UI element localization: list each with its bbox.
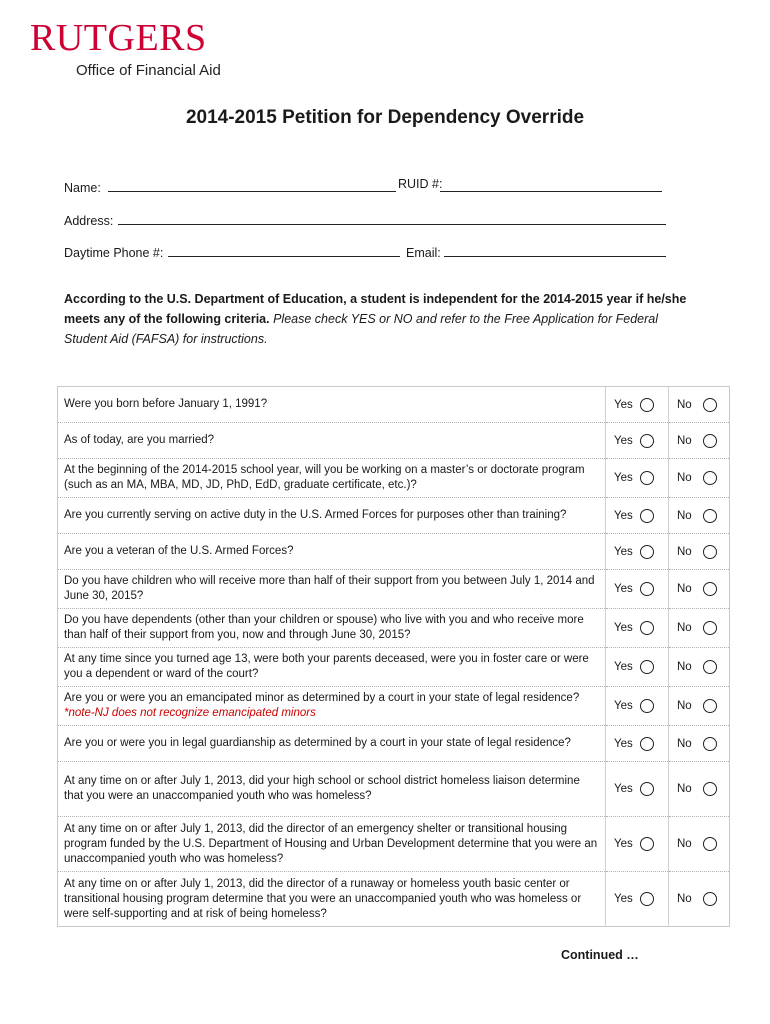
question-text: Do you have children who will receive more than half of their support from you between July 1, 2014 and June 30, 2015? (64, 575, 595, 602)
intro-bold: According to the U.S. Department of Education, a student is independent for the 2014-2015 year if he/she meets any of the following criteria. (64, 292, 687, 326)
yes-option[interactable] (606, 699, 668, 713)
no-option[interactable] (669, 737, 729, 751)
logo-wordmark: RUTGERS (30, 17, 207, 59)
question-row (58, 687, 730, 726)
no-label: No (677, 509, 692, 522)
question-cell (58, 726, 606, 762)
yes-option[interactable] (606, 509, 668, 523)
question-text: At any time on or after July 1, 2013, did your high school or school district homeless liaison determine that you were an unaccompanied youth who was homeless? (64, 775, 580, 802)
yes-label: Yes (614, 622, 633, 634)
question-text: Are you a veteran of the U.S. Armed Forces? (64, 545, 294, 557)
question-text: Are you currently serving on active duty in the U.S. Armed Forces for purposes other than training? (64, 509, 567, 521)
no-cell (669, 387, 730, 423)
logo-subtitle: Office of Financial Aid (76, 62, 221, 79)
yes-radio[interactable] (640, 892, 654, 906)
no-cell (669, 423, 730, 459)
yes-option[interactable] (606, 892, 668, 906)
no-cell (669, 648, 730, 687)
no-option[interactable] (669, 398, 729, 412)
intro-italic: Please check YES or NO and refer to the Free Application for Federal Student Aid (FAFSA) for instructions. (64, 312, 659, 346)
yes-cell (606, 498, 669, 534)
ruid-field[interactable] (440, 191, 662, 192)
no-option[interactable] (669, 660, 729, 674)
yes-cell (606, 459, 669, 498)
no-cell (669, 762, 730, 817)
yes-cell (606, 648, 669, 687)
yes-label: Yes (614, 398, 633, 411)
name-ruid-row (64, 177, 674, 201)
no-label: No (677, 398, 692, 411)
yes-label: Yes (614, 509, 633, 522)
no-radio[interactable] (703, 660, 717, 674)
yes-radio[interactable] (640, 837, 654, 851)
question-cell (58, 534, 606, 570)
email-field[interactable] (444, 256, 666, 257)
no-option[interactable] (669, 434, 729, 448)
no-option[interactable] (669, 699, 729, 713)
yes-radio[interactable] (640, 471, 654, 485)
question-note: *note-NJ does not recognize emancipated minors (64, 707, 316, 719)
yes-radio[interactable] (640, 509, 654, 523)
no-label: No (677, 838, 692, 850)
yes-label: Yes (614, 700, 633, 712)
no-label: No (677, 661, 692, 673)
yes-radio[interactable] (640, 398, 654, 412)
no-radio[interactable] (703, 737, 717, 751)
no-radio[interactable] (703, 398, 717, 412)
continued-label: Continued … (561, 948, 639, 962)
no-cell (669, 817, 730, 872)
no-option[interactable] (669, 545, 729, 559)
no-cell (669, 726, 730, 762)
intro-paragraph (64, 289, 704, 349)
no-label: No (677, 737, 692, 750)
question-cell (58, 570, 606, 609)
no-label: No (677, 700, 692, 712)
no-cell (669, 570, 730, 609)
yes-cell (606, 687, 669, 726)
yes-cell (606, 423, 669, 459)
question-cell (58, 687, 606, 726)
no-cell (669, 609, 730, 648)
yes-option[interactable] (606, 782, 668, 796)
no-label: No (677, 434, 692, 447)
yes-cell (606, 570, 669, 609)
yes-cell (606, 726, 669, 762)
no-cell (669, 459, 730, 498)
criteria-table (57, 386, 730, 927)
question-row (58, 726, 730, 762)
no-radio[interactable] (703, 699, 717, 713)
phone-field[interactable] (168, 256, 400, 257)
question-cell (58, 459, 606, 498)
yes-label: Yes (614, 583, 633, 595)
question-text: At any time on or after July 1, 2013, did the director of an emergency shelter or transitional housing program funded by the U.S. Department of Housing and Urban Development determine that you were an unaccompanied youth who was homeless? (64, 822, 598, 865)
yes-radio[interactable] (640, 699, 654, 713)
yes-cell (606, 762, 669, 817)
yes-radio[interactable] (640, 545, 654, 559)
yes-cell (606, 387, 669, 423)
no-cell (669, 687, 730, 726)
no-cell (669, 498, 730, 534)
no-radio[interactable] (703, 837, 717, 851)
question-row (58, 498, 730, 534)
name-label: Name: (64, 181, 101, 195)
question-row (58, 570, 730, 609)
yes-label: Yes (614, 838, 633, 850)
question-text: Are you or were you an emancipated minor as determined by a court in your state of legal residence? (64, 692, 580, 704)
question-cell (58, 648, 606, 687)
phone-email-row (64, 246, 674, 266)
no-option[interactable] (669, 782, 729, 796)
phone-label: Daytime Phone #: (64, 246, 164, 260)
question-row (58, 534, 730, 570)
question-row (58, 817, 730, 872)
question-cell (58, 609, 606, 648)
yes-option[interactable] (606, 545, 668, 559)
question-cell (58, 762, 606, 817)
rutgers-logo (30, 18, 221, 79)
yes-option[interactable] (606, 398, 668, 412)
no-radio[interactable] (703, 434, 717, 448)
yes-radio[interactable] (640, 434, 654, 448)
yes-option[interactable] (606, 837, 668, 851)
no-radio[interactable] (703, 509, 717, 523)
yes-label: Yes (614, 434, 633, 447)
ruid-label: RUID #: (398, 177, 443, 191)
yes-option[interactable] (606, 737, 668, 751)
no-radio[interactable] (703, 545, 717, 559)
question-row (58, 387, 730, 423)
yes-cell (606, 534, 669, 570)
question-row (58, 609, 730, 648)
address-field[interactable] (118, 224, 666, 225)
question-cell (58, 817, 606, 872)
email-label: Email: (406, 246, 441, 260)
no-cell (669, 534, 730, 570)
address-row (64, 214, 674, 234)
no-label: No (677, 545, 692, 558)
question-text: Are you or were you in legal guardianship as determined by a court in your state of legal residence? (64, 737, 571, 749)
no-option[interactable] (669, 892, 729, 906)
question-text: At any time on or after July 1, 2013, did the director of a runaway or homeless youth basic center or transitional housing program determine that you were an unaccompanied youth who was homeless or were self-supporting and at risk of being homeless? (64, 877, 582, 920)
yes-radio[interactable] (640, 737, 654, 751)
yes-label: Yes (614, 472, 633, 484)
no-radio[interactable] (703, 582, 717, 596)
no-option[interactable] (669, 509, 729, 523)
no-label: No (677, 893, 692, 905)
question-row (58, 872, 730, 927)
yes-cell (606, 817, 669, 872)
yes-option[interactable] (606, 582, 668, 596)
address-label: Address: (64, 214, 114, 228)
yes-option[interactable] (606, 621, 668, 635)
page-title: 2014-2015 Petition for Dependency Override (185, 107, 585, 128)
yes-option[interactable] (606, 434, 668, 448)
no-option[interactable] (669, 471, 729, 485)
yes-cell (606, 609, 669, 648)
no-option[interactable] (669, 837, 729, 851)
no-radio[interactable] (703, 892, 717, 906)
yes-option[interactable] (606, 471, 668, 485)
no-option[interactable] (669, 621, 729, 635)
yes-label: Yes (614, 783, 633, 795)
yes-cell (606, 872, 669, 927)
no-radio[interactable] (703, 471, 717, 485)
no-option[interactable] (669, 582, 729, 596)
yes-label: Yes (614, 545, 633, 558)
question-text: Were you born before January 1, 1991? (64, 398, 268, 410)
question-cell (58, 387, 606, 423)
question-row (58, 648, 730, 687)
question-row (58, 423, 730, 459)
no-label: No (677, 583, 692, 595)
yes-label: Yes (614, 661, 633, 673)
yes-label: Yes (614, 737, 633, 750)
no-cell (669, 872, 730, 927)
question-cell (58, 423, 606, 459)
yes-radio[interactable] (640, 782, 654, 796)
question-text: At the beginning of the 2014-2015 school year, will you be working on a master’s or doctorate program (such as an MA, MBA, MD, JD, PhD, EdD, graduate certificate, etc.)? (64, 464, 585, 491)
yes-radio[interactable] (640, 660, 654, 674)
name-field[interactable] (108, 191, 396, 192)
question-text: Do you have dependents (other than your children or spouse) who live with you and who receive more than half of their support from you, now and through June 30, 2015? (64, 614, 584, 641)
question-text: As of today, are you married? (64, 434, 214, 446)
yes-option[interactable] (606, 660, 668, 674)
no-radio[interactable] (703, 621, 717, 635)
question-row (58, 459, 730, 498)
no-radio[interactable] (703, 782, 717, 796)
no-label: No (677, 783, 692, 795)
yes-radio[interactable] (640, 621, 654, 635)
no-label: No (677, 622, 692, 634)
question-text: At any time since you turned age 13, were both your parents deceased, were you in foster care or were you a dependent or ward of the court? (64, 653, 589, 680)
question-cell (58, 872, 606, 927)
no-label: No (677, 472, 692, 484)
question-row (58, 762, 730, 817)
yes-radio[interactable] (640, 582, 654, 596)
question-cell (58, 498, 606, 534)
yes-label: Yes (614, 893, 633, 905)
